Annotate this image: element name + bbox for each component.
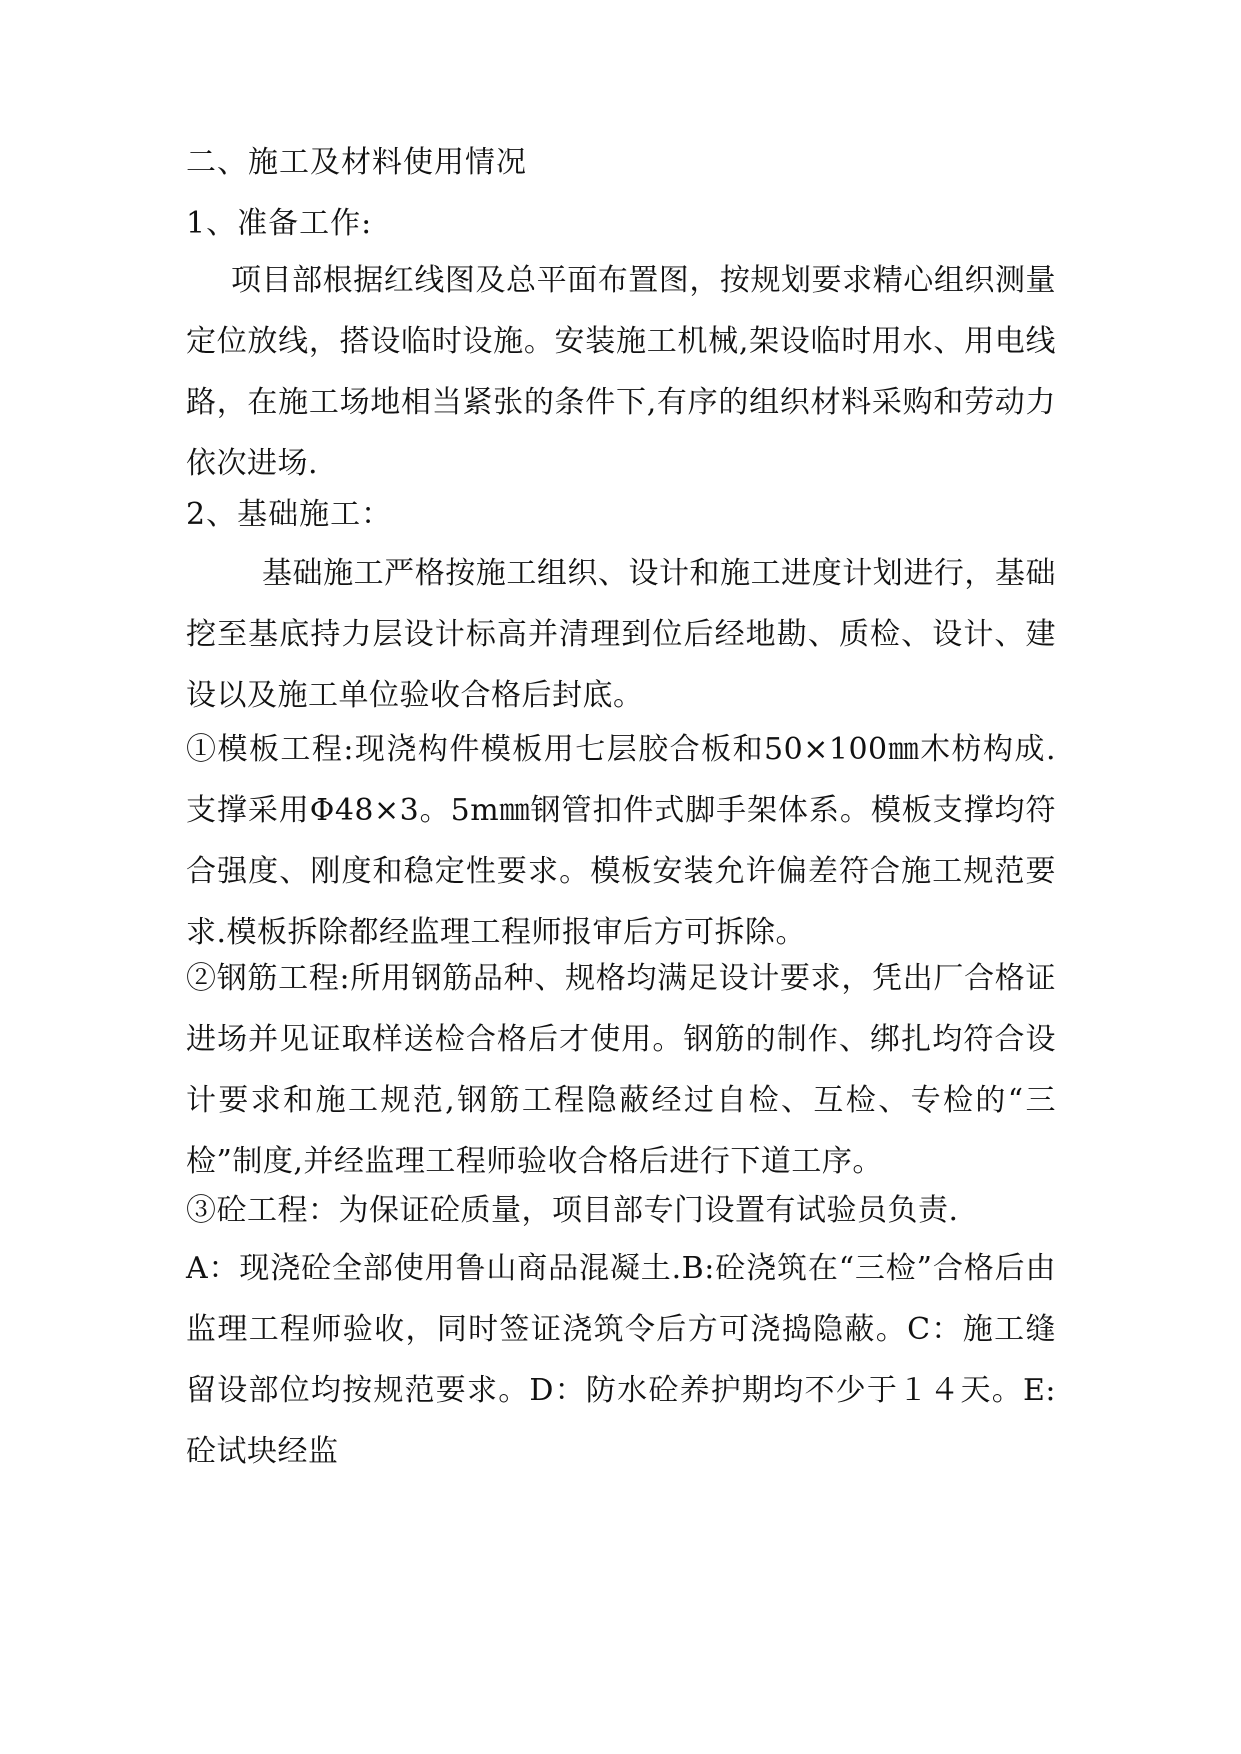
- prep-paragraph: 项目部根据红线图及总平面布置图，按规划要求精心组织测量定位放线，搭设临时设施。安装施工机械,架设临时用水、用电线路，在施工场地相当紧张的条件下,有序的组织材料采购和劳动力依次进场.: [186, 263, 1056, 481]
- foundation-paragraph: 基础施工严格按施工组织、设计和施工进度计划进行，基础挖至基底持力层设计标高并清理到位后经地勘、质检、设计、建设以及施工单位验收合格后封底。: [186, 556, 1056, 713]
- concrete-heading: ③砼工程：为保证砼质量，项目部专门设置有试验员负责.: [186, 1193, 959, 1228]
- formwork-paragraph: ①模板工程:现浇构件模板用七层胶合板和50×100㎜木枋构成.支撑采用Φ48×3。5m㎜钢管扣件式脚手架体系。模板支撑均符合强度、刚度和稳定性要求。模板安装允许偏差符合施工规范要求.模板拆除都经监理工程师报审后方可拆除。: [186, 732, 1056, 950]
- prep-heading: 1、准备工作:: [186, 206, 373, 241]
- concrete-paragraph: A：现浇砼全部使用鲁山商品混凝土.B:砼浇筑在“三检”合格后由监理工程师验收，同时签证浇筑令后方可浇捣隐蔽。C：施工缝留设部位均按规范要求。D：防水砼养护期均不少于１４天。E:砼试块经监: [186, 1251, 1056, 1469]
- section-title: 二、施工及材料使用情况: [186, 145, 527, 180]
- foundation-heading: 2、基础施工：: [186, 497, 393, 532]
- rebar-paragraph: ②钢筋工程:所用钢筋品种、规格均满足设计要求，凭出厂合格证进场并见证取样送检合格后才使用。钢筋的制作、绑扎均符合设计要求和施工规范,钢筋工程隐蔽经过自检、互检、专检的“三检”制度,并经监理工程师验收合格后进行下道工序。: [186, 961, 1056, 1179]
